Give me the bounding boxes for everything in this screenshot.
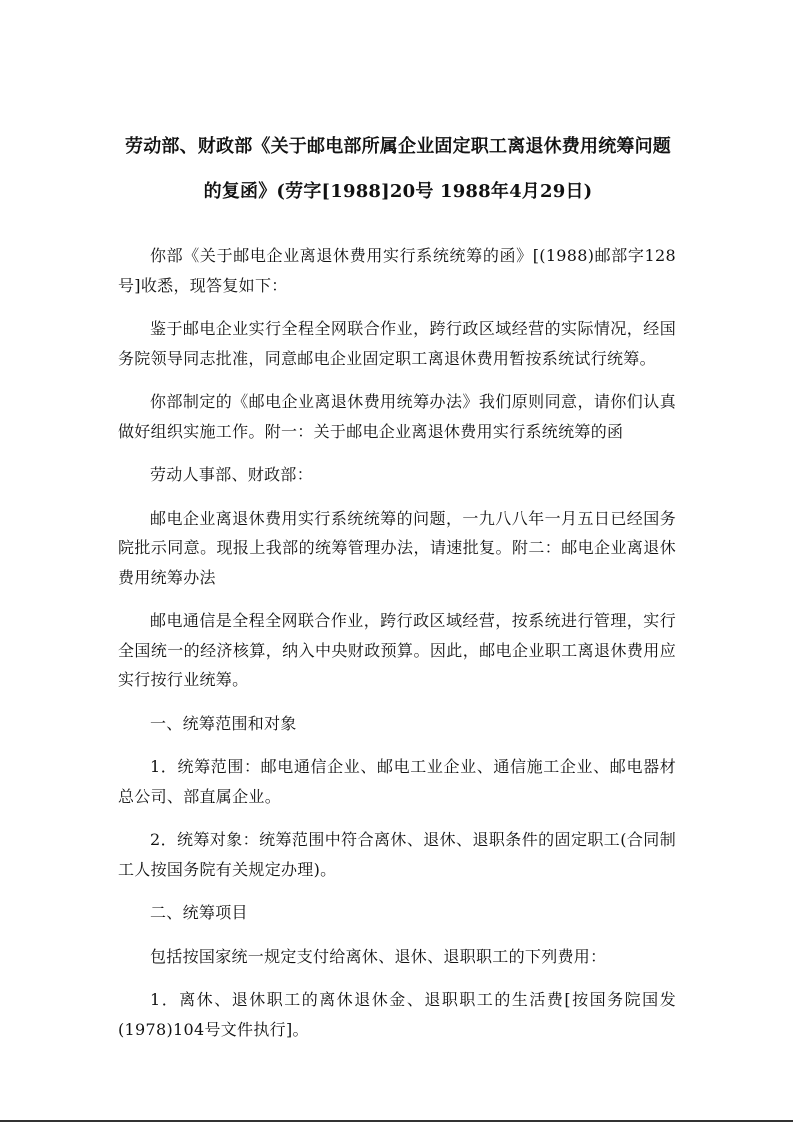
paragraph: 2．统筹对象：统筹范围中符合离休、退休、退职条件的固定职工(合同制工人按国务院有关规定办理)。 xyxy=(118,830,676,879)
section-heading: 一、统筹范围和对象 xyxy=(150,713,297,733)
paragraph: 邮电通信是全程全网联合作业，跨行政区域经营，按系统进行管理，实行全国统一的经济核算，纳入中央财政预算。因此，邮电企业职工离退休费用应实行按行业统筹。 xyxy=(118,611,676,689)
paragraph: 你部《关于邮电企业离退休费用实行系统统筹的函》[(1988)邮部字128号]收悉，现答复如下： xyxy=(118,246,676,295)
paragraph: 劳动人事部、财政部： xyxy=(150,465,314,484)
paragraph: 1．离休、退休职工的离休退休金、退职职工的生活费[按国务院国发(1978)104号文件执行]。 xyxy=(118,990,676,1039)
paragraph: 邮电企业离退休费用实行系统统筹的问题，一九八八年一月五日已经国务院批示同意。现报上我部的统筹管理办法，请速批复。附二：邮电企业离退休费用统筹办法 xyxy=(118,508,676,587)
paragraph: 1．统筹范围：邮电通信企业、邮电工业企业、通信施工企业、邮电器材总公司、部直属企业。 xyxy=(118,757,676,806)
paragraph: 鉴于邮电企业实行全程全网联合作业，跨行政区域经营的实际情况，经国务院领导同志批准，同意邮电企业固定职工离退休费用暂按系统试行统筹。 xyxy=(118,319,676,368)
section-heading: 二、统筹项目 xyxy=(150,903,248,922)
paragraph: 你部制定的《邮电企业离退休费用统筹办法》我们原则同意，请你们认真做好组织实施工作。附一：关于邮电企业离退休费用实行系统统筹的函 xyxy=(118,392,676,441)
document-body xyxy=(118,241,676,1058)
paragraph: 包括按国家统一规定支付给离休、退休、退职职工的下列费用： xyxy=(150,946,607,966)
document-title: 劳动部、财政部《关于邮电部所属企业固定职工离退休费用统筹问题的复函》(劳字[1988]20号 1988年4月29日) xyxy=(125,136,671,202)
